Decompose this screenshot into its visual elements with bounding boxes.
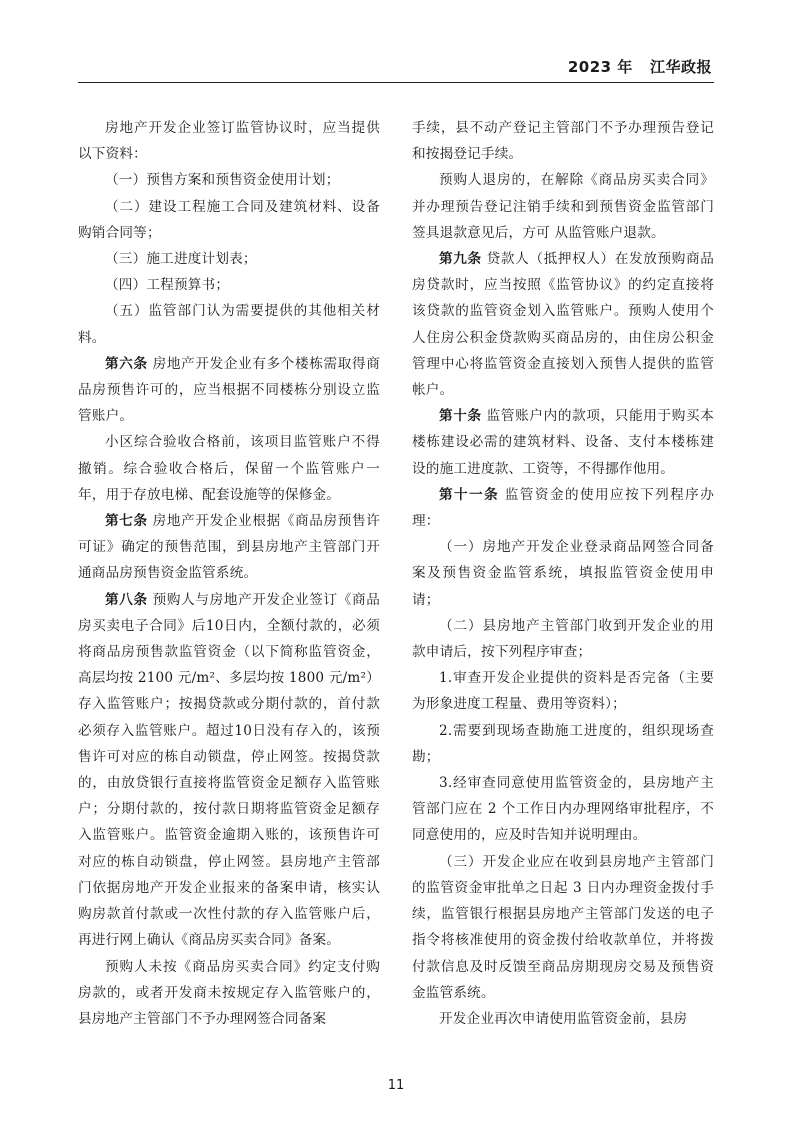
paragraph-text: （一）房地产开发企业登录商品网签合同备案及预售资金监管系统，填报监管资金使用申请； (412, 539, 714, 608)
article-number: 第九条 (439, 251, 482, 268)
paragraph-text: 2.需要到现场查勘施工进度的，组织现场查勘； (412, 722, 714, 765)
paragraph (412, 770, 714, 849)
paragraph-text: 预购人退房的，在解除《商品房买卖合同》并办理预告登记注销手续和到预售资金监管部门签具退款意见后，方可 从监管账户退款。 (412, 172, 714, 241)
paragraph (78, 272, 380, 298)
paragraph-text: 房地产开发企业有多个楼栋需取得商品房预售许可的，应当根据不同楼栋分别设立监管账户。 (78, 355, 380, 425)
paragraph (412, 482, 714, 534)
paragraph (412, 246, 714, 403)
paragraph (78, 246, 380, 272)
paragraph-text: 预购人未按《商品房买卖合同》约定支付购房款的，或者开发商未按规定存入监管账户的，县房地产主管部门不予办理网签合同备案 (78, 958, 380, 1027)
paragraph (412, 115, 714, 167)
paragraph-text: （三）施工进度计划表； (105, 251, 257, 268)
paragraph-text: （一）预售方案和预售资金使用计划； (105, 172, 340, 189)
paragraph-text: 手续，县不动产登记主管部门不予办理预告登记和按揭登记手续。 (412, 120, 714, 163)
paragraph (78, 429, 380, 508)
paragraph-text: 1.审查开发企业提供的资料是否完备（主要为形象进度工程量、费用等资料）； (412, 670, 714, 713)
paragraph (412, 534, 714, 613)
paragraph (412, 665, 714, 717)
article-number: 第八条 (105, 591, 148, 608)
header-title (568, 56, 712, 77)
paragraph-text: （二）县房地产主管部门收到开发企业的用款申请后，按下列程序审查； (412, 617, 714, 661)
article-number: 第七条 (105, 513, 148, 530)
paragraph-text: 预购人与房地产开发企业签订《商品房买卖电子合同》后10日内，全额付款的，必须将商品房预售款监管资金（以下简称监管资金，高层均按 2100 元/m²、多层均按 1800 元/m²）存入监管账户；按揭贷款或分期付款的，首付款必须存入监管账户。超过10日没有存入的，该预售许可对应的栋自动锁盘，停止网签。按揭贷款的，由放贷银行直接将监管资金足额存入监管账户；分期付款的，按付款日期将监管资金足额存入监管账户。监管资金逾期入账的，该预售许可对应的栋自动锁盘，停止网签。县房地产主管部门依据房地产开发企业报来的备案申请，核实认购房款首付款或一次性付款的存入监管账户后，再进行网上确认《商品房买卖合同》备案。 (78, 591, 380, 949)
paragraph-text: 小区综合验收合格前，该项目监管账户不得撤销。综合验收合格后，保留一个监管账户一年，用于存放电梯、配套设施等的保修金。 (78, 434, 380, 503)
paragraph (78, 508, 380, 587)
paragraph (412, 1006, 714, 1032)
paragraph-text: 房地产开发企业签订监管协议时，应当提供以下资料： (78, 120, 380, 163)
paragraph (412, 849, 714, 1006)
paragraph-text: （三）开发企业应在收到县房地产主管部门的监管资金审批单之日起 3 日内办理资金拨付手续，监管银行根据县房地产主管部门发送的电子指令将核准使用的资金拨付给收款单位，并将拨付款信息及时反馈至商品房期现房交易及预售资金监管系统。 (412, 853, 714, 1001)
paragraph (78, 351, 380, 430)
paragraph-text: 监管资金的使用应按下列程序办理： (412, 486, 714, 530)
header-year: 2023 年 (567, 58, 633, 76)
paragraph-text: 贷款人（抵押权人）在发放预购商品房贷款时，应当按照《监管协议》的约定直接将该贷款的监管资金划入监管账户。预购人使用个人住房公积金贷款购买商品房的，由住房公积金管理中心将监管资金直接划入预售人提供的监管帐户。 (412, 251, 714, 399)
article-number: 第十一条 (439, 486, 500, 503)
paragraph (412, 613, 714, 665)
page-number: 11 (387, 1078, 405, 1093)
paragraph (78, 167, 380, 193)
paragraph (78, 115, 380, 167)
paragraph (78, 954, 380, 1033)
paragraph-text: 监管账户内的款项，只能用于购买本楼栋建设必需的建筑材料、设备、支付本楼栋建设的施工进度款、工资等，不得挪作他用。 (412, 408, 714, 477)
paragraph-text: 开发企业再次申请使用监管资金前，县房 (439, 1010, 688, 1027)
paragraph (412, 403, 714, 482)
paragraph (412, 718, 714, 770)
paragraph-text: 3.经审查同意使用监管资金的，县房地产主管部门应在 2 个工作日内办理网络审批程序，不同意使用的，应及时告知并说明理由。 (412, 775, 714, 844)
paragraph (78, 298, 380, 350)
header-publication: 江华政报 (649, 58, 712, 76)
paragraph-text: 房地产开发企业根据《商品房预售许可证》确定的预售范围，到县房地产主管部门开通商品房预售资金监管系统。 (78, 513, 380, 582)
paragraph (78, 587, 380, 954)
paragraph (412, 167, 714, 246)
right-column (412, 115, 714, 1032)
paragraph-text: （二）建设工程施工合同及建筑材料、设备购销合同等； (78, 198, 380, 241)
left-column (78, 115, 380, 1032)
page-header (78, 52, 714, 83)
paragraph (78, 194, 380, 246)
article-number: 第六条 (105, 355, 148, 372)
paragraph-text: （四）工程预算书； (105, 277, 230, 294)
paragraph-text: （五）监管部门认为需要提供的其他相关材料。 (78, 303, 380, 346)
article-number: 第十条 (439, 408, 482, 425)
